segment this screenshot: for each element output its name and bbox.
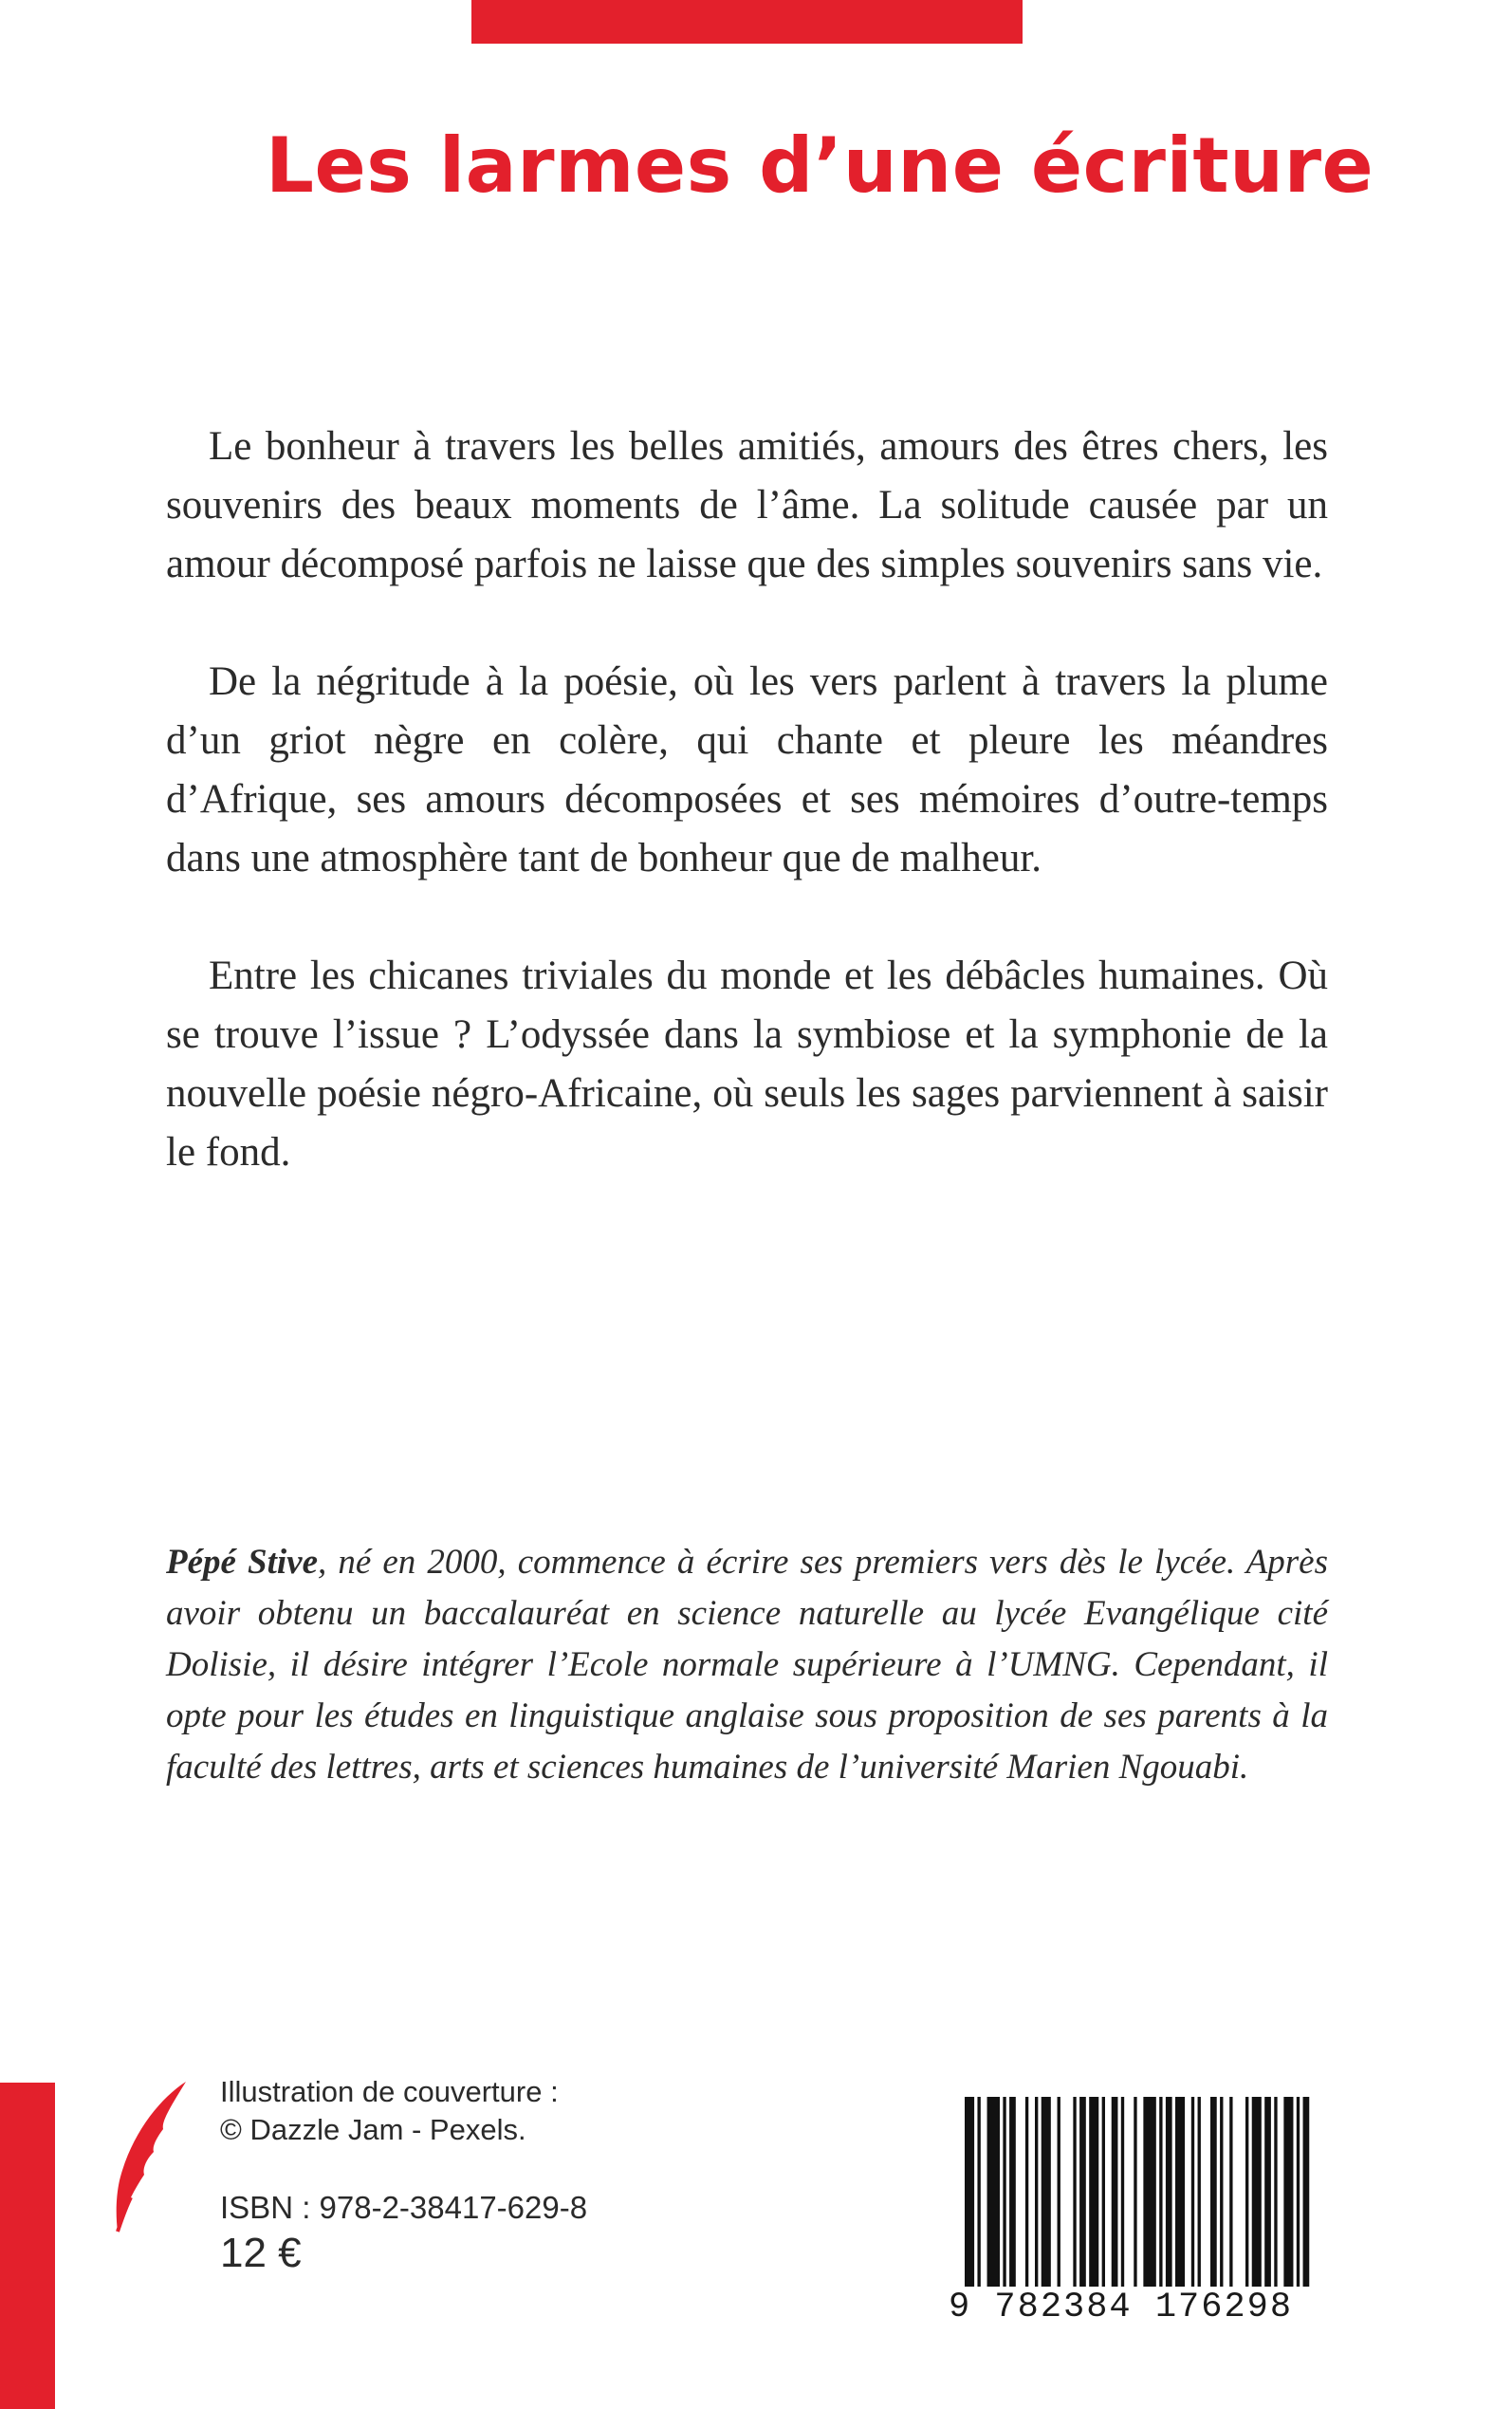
blurb-paragraph: Entre les chicanes triviales du monde et les débâcles humaines. Où se trouve l’issue ? L’odyssée dans la symbiose et la symphonie de la nouvelle poésie négro-Africaine, où seuls les sages parviennent à saisir le fond.: [166, 954, 1328, 1175]
illustration-credit-label: Illustration de couverture :: [220, 2075, 559, 2108]
blurb: [166, 417, 1328, 1241]
blurb-paragraph: De la négritude à la poésie, où les vers parlent à travers la plume d’un griot nègre en colère, qui chante et pleure les méandres d’Afrique, ses amours décomposées et ses mémoires d’outre-temps dans une atmosphère tant de bonheur que de malheur.: [166, 659, 1328, 880]
illustration-credit-source: © Dazzle Jam - Pexels.: [220, 2113, 526, 2146]
barcode-bar: [1134, 2097, 1136, 2287]
book-title: Les larmes d’une écriture: [266, 121, 1374, 210]
author-bio-text: , né en 2000, commence à écrire ses premiers vers dès le lycée. Après avoir obtenu un baccalauréat en science naturelle au lycée Evangélique cité Dolisie, il désire intégrer l’Ecole normale supérieure à l’UMNG. Cependant, il opte pour les études en linguistique anglaise sous proposition de ses parents à la faculté des lettres, arts et sciences humaines de l’université Marien Ngouabi.: [166, 1543, 1328, 1787]
barcode-bar: [1303, 2097, 1310, 2287]
author-name: Pépé Stive: [166, 1543, 319, 1582]
barcode-bar: [965, 2097, 974, 2287]
barcode-bar: [1297, 2097, 1300, 2287]
barcode-bar: [1210, 2097, 1217, 2287]
barcode-bar: [1264, 2097, 1271, 2287]
barcode-bar: [1089, 2097, 1098, 2287]
isbn: ISBN : 978-2-38417-629-8: [220, 2190, 588, 2225]
barcode-bar: [1274, 2097, 1277, 2287]
barcode-bar: [1079, 2097, 1086, 2287]
barcode-bar: [1035, 2097, 1038, 2287]
credits-block: [220, 2073, 587, 2278]
barcode-bar: [1252, 2097, 1262, 2287]
barcode-bar: [1220, 2097, 1223, 2287]
barcode-bar: [1245, 2097, 1248, 2287]
barcode-bar: [1112, 2097, 1118, 2287]
left-accent-bar: [0, 2083, 55, 2409]
barcode-bar: [1229, 2097, 1232, 2287]
top-accent-bar: [471, 0, 1023, 44]
barcode-bar: [1175, 2097, 1185, 2287]
barcode-bar: [977, 2097, 980, 2287]
barcode-bar: [1058, 2097, 1060, 2287]
blurb-paragraph: Le bonheur à travers les belles amitiés, amours des êtres chers, les souvenirs des beaux moments de l’âme. La solitude causée par un amour décomposé parfois ne laisse que des simples souvenirs sans vie.: [166, 424, 1328, 586]
barcode-bar: [1198, 2097, 1201, 2287]
price: 12 €: [220, 2230, 302, 2276]
barcode-bar: [1191, 2097, 1194, 2287]
barcode-bar: [987, 2097, 1000, 2287]
barcode-bar: [1159, 2097, 1162, 2287]
barcode-bar: [1283, 2097, 1293, 2287]
author-bio: [166, 1537, 1328, 1793]
barcode-bar: [1166, 2097, 1172, 2287]
barcode-bar: [1025, 2097, 1028, 2287]
barcode-number: 9 782384 176298: [949, 2288, 1294, 2327]
barcode-bar: [1003, 2097, 1005, 2287]
barcode: [965, 2097, 1316, 2287]
barcode-bar: [1143, 2097, 1155, 2287]
barcode-bar: [1009, 2097, 1016, 2287]
barcode-bar: [1073, 2097, 1076, 2287]
feather-logo-icon: [104, 2078, 190, 2239]
barcode-bar: [1121, 2097, 1124, 2287]
barcode-bar: [1042, 2097, 1051, 2287]
barcode-bar: [1102, 2097, 1105, 2287]
